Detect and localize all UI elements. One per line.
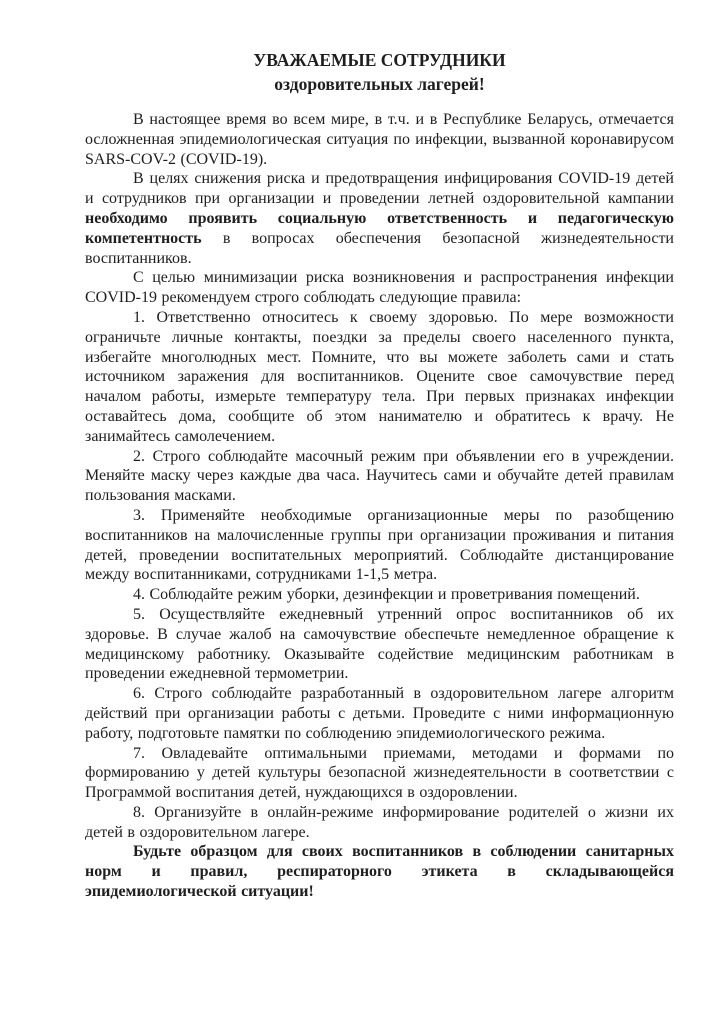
paragraph <box>85 308 674 447</box>
document-body <box>85 110 674 902</box>
paragraph <box>85 506 674 585</box>
paragraph <box>85 744 674 803</box>
paragraph <box>85 169 674 268</box>
paragraph-segment: С целью минимизации риска возникновения и распространения инфекции COVID-19 рекомендуем строго соблюдать следующие правила: <box>85 269 674 307</box>
document-title-line2: оздоровительных лагерей! <box>274 74 485 94</box>
paragraph-segment: в вопросах обеспечения безопасной жизнедеятельности воспитанников. <box>85 229 674 267</box>
paragraph-segment: 8. Организуйте в онлайн-режиме информирование родителей о жизни их детей в оздоровительном лагере. <box>85 803 674 841</box>
paragraph-segment-bold: Будьте образцом для своих воспитанников в соблюдении санитарных норм и правил, респираторного этикета в складывающейся эпидемиологической ситуации! <box>85 843 674 901</box>
document-title <box>85 48 674 96</box>
paragraph-segment-bold: необходимо проявить социальную ответственность и педагогическую компетентность <box>85 209 674 247</box>
paragraph <box>85 268 674 308</box>
paragraph <box>85 585 674 605</box>
paragraph-segment: 4. Соблюдайте режим уборки, дезинфекции и проветривания помещений. <box>133 586 640 604</box>
paragraph <box>85 803 674 843</box>
paragraph <box>85 842 674 901</box>
paragraph-segment: 3. Применяйте необходимые организационные меры по разобщению воспитанников на малочисленные группы при организации проживания и питания детей, проведении воспитательных мероприятий. Соблюдайте дистанцирование между воспитанниками, сотрудниками 1-1,5 метра. <box>85 506 674 584</box>
paragraph <box>85 684 674 743</box>
paragraph <box>85 605 674 684</box>
paragraph <box>85 447 674 506</box>
paragraph-segment: В настоящее время во всем мире, в т.ч. и в Республике Беларусь, отмечается осложненная эпидемиологическая ситуация по инфекции, вызванной коронавирусом SARS-COV-2 (COVID-19). <box>85 111 674 168</box>
paragraph-segment: 5. Осуществляйте ежедневный утренний опрос воспитанников об их здоровье. В случае жалоб на самочувствие обеспечьте немедленное обращение к медицинскому работнику. Оказывайте содействие медицинским работникам в проведении ежедневной термометрии. <box>85 605 674 683</box>
paragraph-segment: 7. Овладевайте оптимальными приемами, методами и формами по формированию у детей культуры безопасной жизнедеятельности в соответствии с Программой воспитания детей, нуждающихся в оздоровлении. <box>85 744 674 802</box>
document-title-line1: УВАЖАЕМЫЕ СОТРУДНИКИ <box>253 50 506 70</box>
paragraph-segment: 1. Ответственно относитесь к своему здоровью. По мере возможности ограничьте личные контакты, поездки за пределы своего населенного пункта, избегайте многолюдных мест. Помните, что вы можете заболеть сами и стать источником заражения для воспитанников. Оцените свое самочувствие перед началом работы, измерьте температуру тела. При первых признаках инфекции оставайтесь дома, сообщите об этом нанимателю и обратитесь к врачу. Не занимайтесь самолечением. <box>85 308 674 445</box>
paragraph <box>85 110 674 169</box>
paragraph-segment: 2. Строго соблюдайте масочный режим при объявлении его в учреждении. Меняйте маску через каждые два часа. Научитесь сами и обучайте детей правилам пользования масками. <box>85 447 674 505</box>
paragraph-segment: 6. Строго соблюдайте разработанный в оздоровительном лагере алгоритм действий при организации работы с детьми. Проведите с ними информационную работу, подготовьте памятки по соблюдению эпидемиологического режима. <box>85 685 674 742</box>
paragraph-segment: В целях снижения риска и предотвращения инфицирования COVID-19 детей и сотрудников при организации и проведении летней оздоровительной кампании <box>85 170 674 208</box>
